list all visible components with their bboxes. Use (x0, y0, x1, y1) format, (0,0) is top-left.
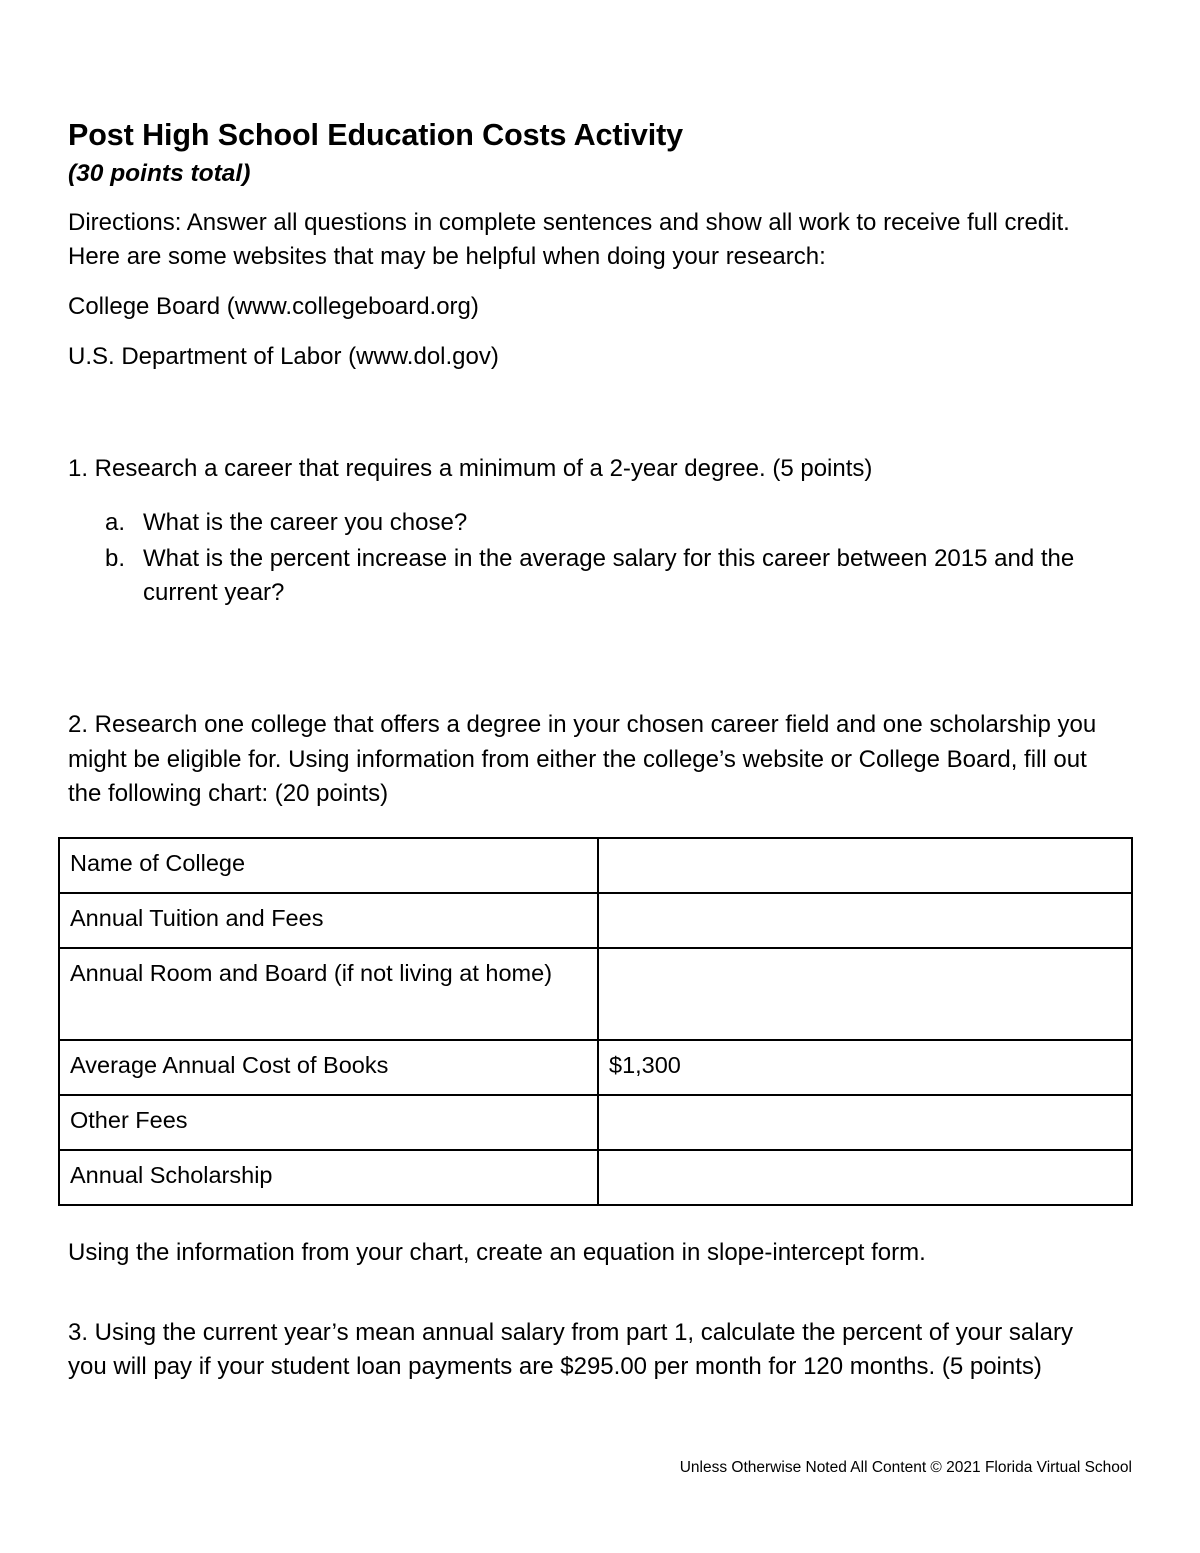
college-cost-table-body (59, 838, 1132, 1205)
list-marker-b: b. (105, 545, 126, 573)
copyright-footer: Unless Otherwise Noted All Content © 2021 Florida Virtual School (679, 1459, 1132, 1476)
slope-intercept-instruction: Using the information from your chart, create an equation in slope-intercept form. (68, 1238, 926, 1266)
table-row-value[interactable] (598, 1150, 1132, 1205)
question-3: 3. Using the current year’s mean annual salary from part 1, calculate the percent of your salary you will pay if your student loan payments are $295.00 per month for 120 months. (5 points) (68, 1318, 1073, 1380)
page-title: Post High School Education Costs Activity (68, 118, 683, 152)
table-row-value[interactable] (598, 1095, 1132, 1150)
table-row-label: Annual Scholarship (59, 1150, 598, 1205)
resource-college-board: College Board (www.collegeboard.org) (68, 292, 479, 320)
question-1: 1. Research a career that requires a minimum of a 2-year degree. (5 points) (68, 455, 873, 483)
resource-dept-of-labor: U.S. Department of Labor (www.dol.gov) (68, 343, 499, 371)
table-row (59, 1150, 1132, 1205)
question-1-item-b-text: What is the percent increase in the average salary for this career between 2015 and the current year? (143, 545, 1075, 607)
table-row-value[interactable] (598, 838, 1132, 893)
table-row-label: Name of College (59, 838, 598, 893)
document-body (68, 118, 1113, 1384)
points-total-subtitle: (30 points total) (68, 159, 251, 187)
table-row-label: Annual Tuition and Fees (59, 893, 598, 948)
table-row-value[interactable] (598, 948, 1132, 1040)
question-1-item-a (68, 506, 1113, 540)
table-row (59, 948, 1132, 1040)
question-1-item-b (68, 542, 1113, 610)
table-row-value[interactable]: $1,300 (598, 1040, 1132, 1095)
table-row (59, 1040, 1132, 1095)
table-row-label: Annual Room and Board (if not living at home) (59, 948, 598, 1040)
table-row (59, 1095, 1132, 1150)
table-row-label: Other Fees (59, 1095, 598, 1150)
table-row (59, 893, 1132, 948)
college-cost-table (58, 837, 1133, 1206)
table-row-label: Average Annual Cost of Books (59, 1040, 598, 1095)
question-2: 2. Research one college that offers a degree in your chosen career field and one scholarship you might be eligible for. Using information from either the college’s website or College Board, fill out the following chart: (20 points) (68, 711, 1097, 807)
list-marker-a: a. (105, 509, 126, 537)
question-1-item-a-text: What is the career you chose? (143, 509, 468, 537)
spacer (68, 374, 1113, 452)
spacer (68, 1270, 1113, 1316)
table-row-value[interactable] (598, 893, 1132, 948)
question-1-subitems (68, 506, 1113, 610)
spacer (68, 612, 1113, 708)
table-row (59, 838, 1132, 893)
directions-paragraph: Directions: Answer all questions in complete sentences and show all work to receive full credit. Here are some websites that may be helpful when doing your research: (68, 208, 1070, 270)
